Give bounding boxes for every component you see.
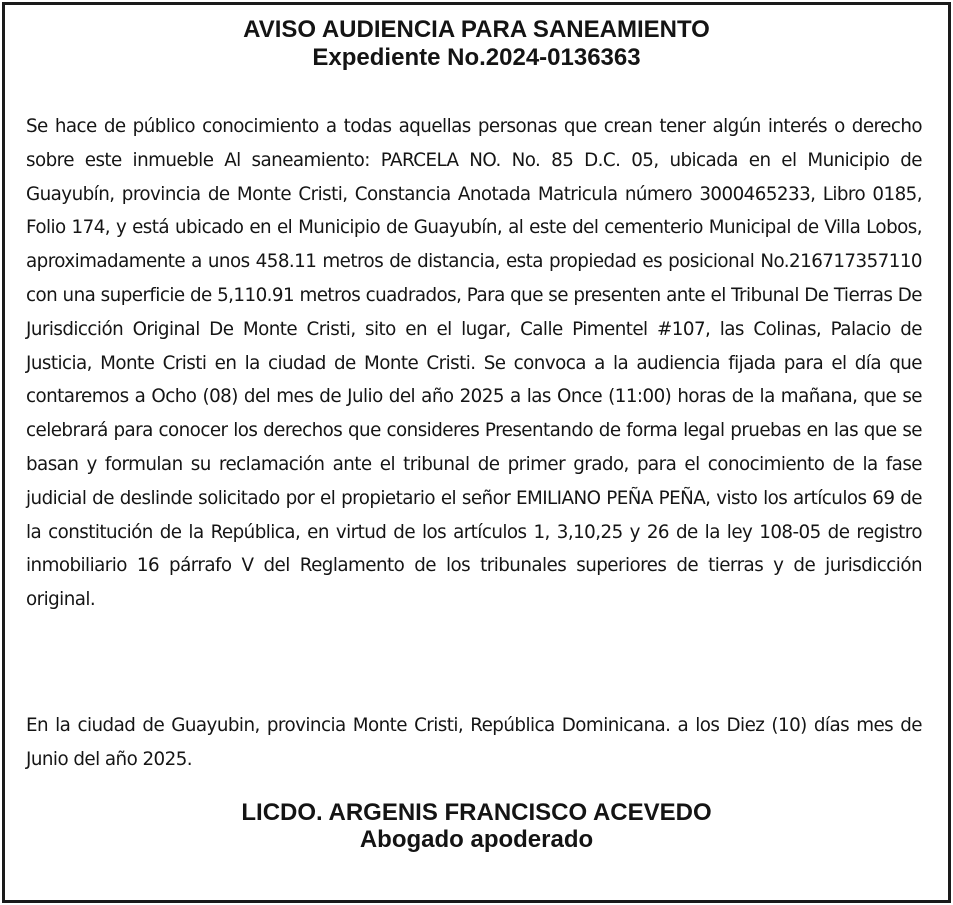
notice-date-paragraph: En la ciudad de Guayubin, provincia Monte Cristi, República Dominicana. a los Diez (10) días mes de Junio del año 2025. bbox=[26, 715, 922, 770]
signatory-name: LICDO. ARGENIS FRANCISCO ACEVEDO bbox=[241, 799, 712, 826]
signatory-role: Abogado apoderado bbox=[359, 826, 594, 853]
notice-title: AVISO AUDIENCIA PARA SANEAMIENTO bbox=[243, 16, 710, 43]
notice-body-paragraph: Se hace de público conocimiento a todas aquellas personas que crean tener algún interés o derecho sobre este inmueble Al saneamiento: PARCELA NO. No. 85 D.C. 05, ubicada en el Municipio de Guayubín, provincia de Monte Cristi, Constancia Anotada Matricula número 3000465233, Libro 0185, Folio 174, y está ubicado en el Municipio de Guayubín, al este del cementerio Municipal de Villa Lobos, aproximadamente a unos 458.11 metros de distancia, esta propiedad es posicional No.216717357110 con una superficie de 5,110.91 metros cuadrados, Para que se presenten ante el Tribunal De Tierras De Jurisdicción Original De Monte Cristi, sito en el lugar, Calle Pimentel #107, las Colinas, Palacio de Justicia, Monte Cristi en la ciudad de Monte Cristi. Se convoca a la audiencia fijada para el día que contaremos a Ocho (08) del mes de Julio del año 2025 a las Once (11:00) horas de la mañana, que se celebrará para conocer los derechos que consideres Presentando de forma legal pruebas en las que se basan y formulan su reclamación ante el tribunal de primer grado, para el conocimiento de la fase judicial de deslinde solicitado por el propietario el señor EMILIANO PEÑA PEÑA, visto los artículos 69 de la constitución de la República, en virtud de los artículos 1, 3,10,25 y 26 de la ley 108-05 de registro inmobiliario 16 párrafo V del Reglamento de los tribunales superiores de tierras y de jurisdicción original. bbox=[26, 116, 922, 611]
case-number: Expediente No.2024-0136363 bbox=[312, 44, 641, 71]
